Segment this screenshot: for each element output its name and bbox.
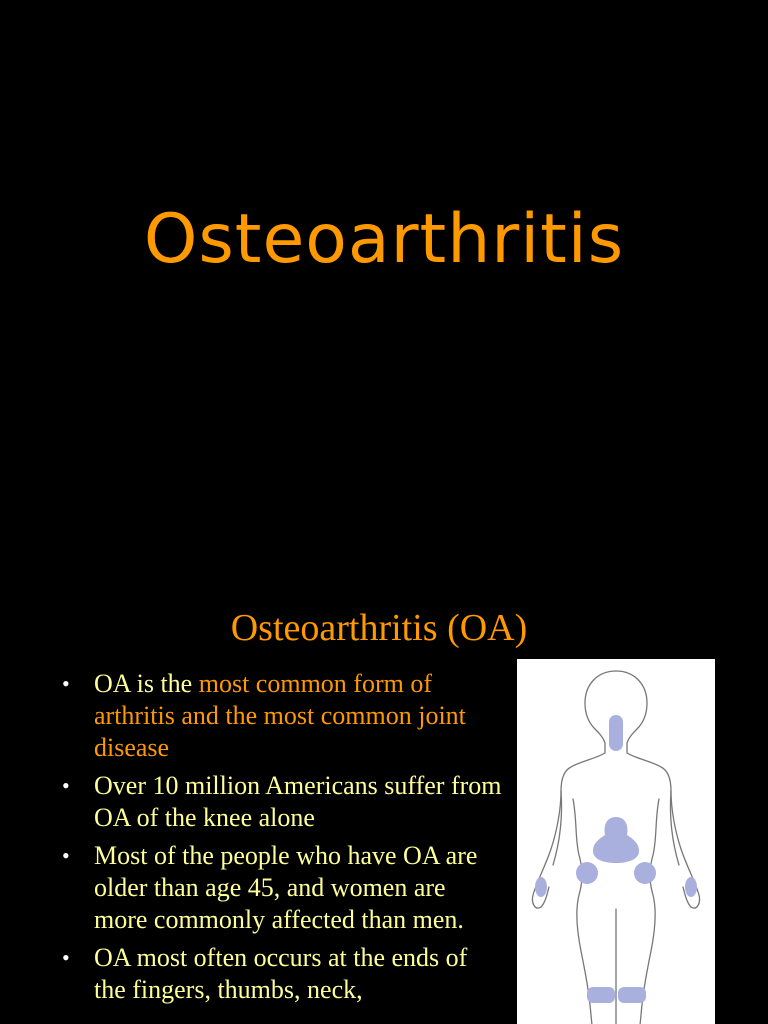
slide-title: Osteoarthritis	[143, 200, 625, 279]
bullet-text-highlight: most common form of arthritis and the most common joint disease	[94, 669, 466, 762]
body-silhouette-icon	[517, 659, 715, 1024]
content-slide	[0, 576, 768, 1024]
bullet-item	[62, 770, 502, 834]
body-figure-panel	[517, 659, 715, 1024]
bullet-dot-icon: •	[62, 671, 70, 696]
bullet-list	[62, 668, 502, 1012]
bullet-dot-icon: •	[62, 843, 70, 868]
bullet-dot-icon: •	[62, 945, 70, 970]
bullet-item	[62, 840, 502, 936]
bullet-item	[62, 668, 502, 764]
bullet-text-prefix: OA is the	[94, 669, 199, 698]
bullet-item	[62, 942, 502, 1006]
bullet-text: OA most often occurs at the ends of the fingers, thumbs, neck,	[94, 943, 468, 1004]
content-slide-title: Osteoarthritis (OA)	[230, 607, 528, 649]
bullet-text: Most of the people who have OA are older than age 45, and women are more commonly affected than men.	[94, 841, 478, 934]
bullet-dot-icon: •	[62, 773, 70, 798]
bullet-text: Over 10 million Americans suffer from OA of the knee alone	[94, 771, 502, 832]
